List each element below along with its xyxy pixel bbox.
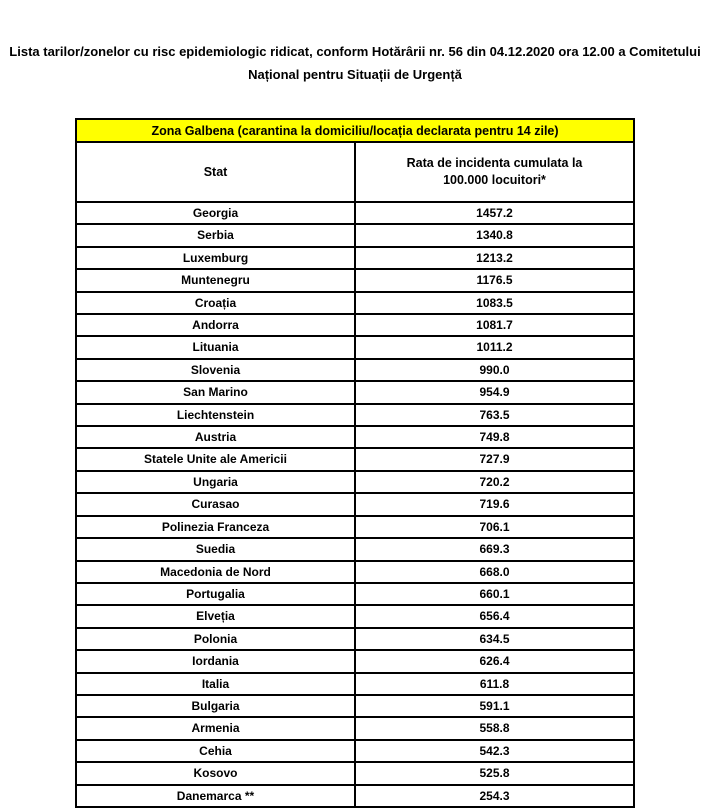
rate-cell: 1457.2 xyxy=(355,202,634,224)
table-row xyxy=(76,785,634,807)
rate-cell: 954.9 xyxy=(355,381,634,403)
stat-cell: Polinezia Franceza xyxy=(76,516,355,538)
document-title xyxy=(5,0,705,86)
rate-cell: 669.3 xyxy=(355,538,634,560)
table-row xyxy=(76,605,634,627)
table-row xyxy=(76,717,634,739)
stat-cell: Austria xyxy=(76,426,355,448)
stat-cell: Danemarca ** xyxy=(76,785,355,807)
stat-cell: Liechtenstein xyxy=(76,404,355,426)
table-row xyxy=(76,426,634,448)
stat-cell: Ungaria xyxy=(76,471,355,493)
table-row xyxy=(76,583,634,605)
risk-table xyxy=(75,118,635,808)
stat-cell: Suedia xyxy=(76,538,355,560)
rate-cell: 668.0 xyxy=(355,561,634,583)
risk-table-head xyxy=(76,119,634,202)
stat-cell: Lituania xyxy=(76,336,355,358)
table-row xyxy=(76,359,634,381)
column-header-stat: Stat xyxy=(76,142,355,202)
rate-cell: 525.8 xyxy=(355,762,634,784)
table-row xyxy=(76,448,634,470)
stat-cell: Italia xyxy=(76,673,355,695)
table-row xyxy=(76,471,634,493)
column-header-row xyxy=(76,142,634,202)
table-row xyxy=(76,269,634,291)
rate-cell: 634.5 xyxy=(355,628,634,650)
rate-cell: 1081.7 xyxy=(355,314,634,336)
rate-cell: 1083.5 xyxy=(355,292,634,314)
table-row xyxy=(76,493,634,515)
rate-cell: 706.1 xyxy=(355,516,634,538)
stat-cell: Andorra xyxy=(76,314,355,336)
table-row xyxy=(76,381,634,403)
stat-cell: Muntenegru xyxy=(76,269,355,291)
risk-table-body xyxy=(76,202,634,807)
rate-cell: 727.9 xyxy=(355,448,634,470)
table-row xyxy=(76,762,634,784)
table-row xyxy=(76,650,634,672)
stat-cell: Slovenia xyxy=(76,359,355,381)
column-header-rate-label: Rata de incidenta cumulata la 100.000 locuitori* xyxy=(406,156,583,187)
zone-header-row xyxy=(76,119,634,142)
rate-cell: 1176.5 xyxy=(355,269,634,291)
table-row xyxy=(76,314,634,336)
stat-cell: Armenia xyxy=(76,717,355,739)
column-header-rate xyxy=(355,142,634,202)
stat-cell: Serbia xyxy=(76,224,355,246)
rate-cell: 591.1 xyxy=(355,695,634,717)
document-title-line1: Lista tarilor/zonelor cu risc epidemiologic ridicat, conform Hotărârii nr. 56 din 04.12.2020 ora 12.00 a Comitetului xyxy=(9,44,701,59)
stat-cell: Polonia xyxy=(76,628,355,650)
rate-cell: 542.3 xyxy=(355,740,634,762)
table-row xyxy=(76,404,634,426)
stat-cell: Curasao xyxy=(76,493,355,515)
zone-header: Zona Galbena (carantina la domiciliu/locația declarata pentru 14 zile) xyxy=(76,119,634,142)
stat-cell: Macedonia de Nord xyxy=(76,561,355,583)
rate-cell: 763.5 xyxy=(355,404,634,426)
stat-cell: Iordania xyxy=(76,650,355,672)
rate-cell: 1213.2 xyxy=(355,247,634,269)
table-row xyxy=(76,516,634,538)
rate-cell: 626.4 xyxy=(355,650,634,672)
table-row xyxy=(76,336,634,358)
table-row xyxy=(76,538,634,560)
rate-cell: 611.8 xyxy=(355,673,634,695)
stat-cell: Elveția xyxy=(76,605,355,627)
rate-cell: 660.1 xyxy=(355,583,634,605)
table-row xyxy=(76,628,634,650)
stat-cell: Bulgaria xyxy=(76,695,355,717)
table-row xyxy=(76,695,634,717)
rate-cell: 719.6 xyxy=(355,493,634,515)
table-row xyxy=(76,247,634,269)
table-row xyxy=(76,740,634,762)
rate-cell: 1340.8 xyxy=(355,224,634,246)
rate-cell: 749.8 xyxy=(355,426,634,448)
rate-cell: 720.2 xyxy=(355,471,634,493)
stat-cell: Cehia xyxy=(76,740,355,762)
rate-cell: 990.0 xyxy=(355,359,634,381)
table-row xyxy=(76,673,634,695)
rate-cell: 254.3 xyxy=(355,785,634,807)
stat-cell: Georgia xyxy=(76,202,355,224)
stat-cell: Kosovo xyxy=(76,762,355,784)
table-row xyxy=(76,561,634,583)
stat-cell: Luxemburg xyxy=(76,247,355,269)
stat-cell: Portugalia xyxy=(76,583,355,605)
stat-cell: Croația xyxy=(76,292,355,314)
document-title-line2: Național pentru Situații de Urgență xyxy=(248,67,462,82)
rate-cell: 656.4 xyxy=(355,605,634,627)
table-row xyxy=(76,292,634,314)
stat-cell: San Marino xyxy=(76,381,355,403)
table-row xyxy=(76,224,634,246)
stat-cell: Statele Unite ale Americii xyxy=(76,448,355,470)
table-row xyxy=(76,202,634,224)
rate-cell: 1011.2 xyxy=(355,336,634,358)
rate-cell: 558.8 xyxy=(355,717,634,739)
